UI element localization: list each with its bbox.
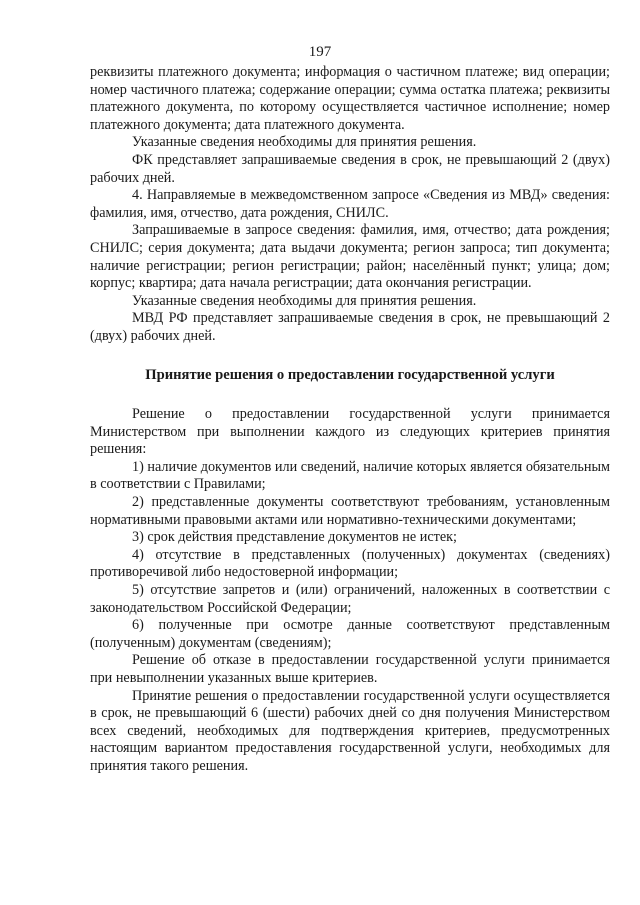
paragraph: Принятие решения о предоставлении государственной услуги осуществляется в срок, не превышающий 6 (шести) рабочих дней со дня получения Министерством всех сведений, необходимых для подтверждения критериев, предусмотренных настоящим вариантом предоставления государственной услуги, необходимых для принятия такого решения.: [90, 687, 610, 774]
paragraph: МВД РФ представляет запрашиваемые сведения в срок, не превышающий 2 (двух) рабочих дней.: [90, 310, 610, 344]
paragraph: Решение об отказе в предоставлении государственной услуги принимается при невыполнении указанных выше критериев.: [90, 652, 610, 686]
section-heading: Принятие решения о предоставлении государственной услуги: [145, 366, 555, 383]
spacer: [90, 384, 610, 406]
page-number: 197: [308, 44, 332, 60]
paragraph: ФК представляет запрашиваемые сведения в срок, не превышающий 2 (двух) рабочих дней.: [90, 151, 610, 186]
criterion-item: 2) представленные документы соответствуют требованиям, установленным нормативными правовыми актами или нормативно-техническими документами;: [90, 494, 610, 528]
paragraph: Указанные сведения необходимы для принятия решения.: [132, 292, 477, 309]
paragraph: Запрашиваемые в запросе сведения: фамилия, имя, отчество; дата рождения; СНИЛС; серия документа; дата выдачи документа; регион запроса; тип документа; наличие регистрации; регион регистрации; район; населённый пункт; улица; дом; корпус; квартира; дата начала регистрации; дата окончания регистрации.: [90, 222, 610, 292]
paragraph: 4. Направляемые в межведомственном запросе «Сведения из МВД» сведения: фамилия, имя, отчество, дата рождения, СНИЛС.: [90, 187, 610, 221]
spacer: [90, 346, 610, 367]
paragraph: реквизиты платежного документа; информация о частичном платеже; вид операции; номер частичного платежа; содержание операции; сумма остатка платежа; реквизиты платежного документа, по которому осуществляется частичное исполнение; номер платежного документа; дата платежного документа.: [90, 64, 610, 133]
document-body: [90, 64, 610, 776]
criterion-item: 6) полученные при осмотре данные соответствуют представленным (полученным) документам (сведениям);: [90, 617, 610, 651]
paragraph: Решение о предоставлении государственной услуги принимается Министерством при выполнении каждого из следующих критериев принятия решения:: [90, 406, 610, 458]
criterion-item: 3) срок действия представление документов не истек;: [132, 529, 457, 546]
criterion-item: 5) отсутствие запретов и (или) ограничений, наложенных в соответствии с законодательством Российской Федерации;: [90, 582, 610, 616]
criterion-item: 4) отсутствие в представленных (полученных) документах (сведениях) противоречивой либо недостоверной информации;: [90, 546, 610, 581]
criterion-item: 1) наличие документов или сведений, наличие которых является обязательным в соответствии с Правилами;: [90, 458, 610, 493]
paragraph: Указанные сведения необходимы для принятия решения.: [132, 134, 477, 151]
